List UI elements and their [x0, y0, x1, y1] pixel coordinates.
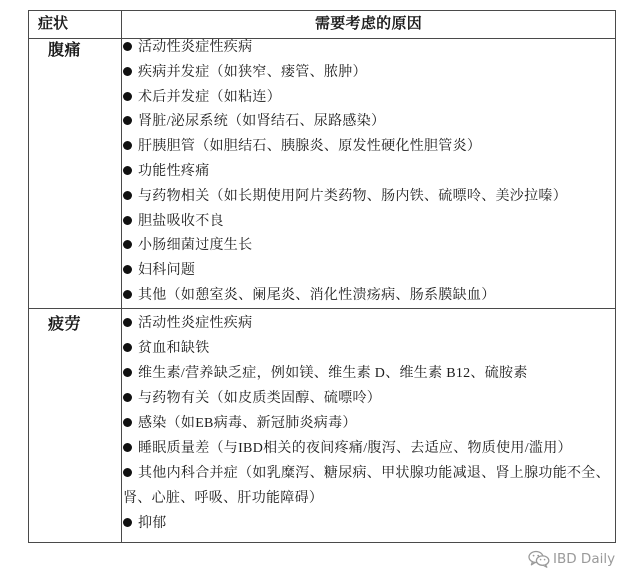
watermark-text: IBD Daily [553, 551, 616, 567]
cause-item [123, 461, 615, 511]
symptom-cell [29, 39, 122, 308]
bullet-icon [123, 443, 132, 452]
table-row-abdominal-pain [29, 39, 615, 309]
table-row-fatigue [29, 309, 615, 542]
causes-cell [122, 39, 615, 308]
cause-text: 睡眠质量差（与IBD相关的夜间疼痛/腹泻、去适应、物质使用/滥用） [138, 440, 572, 456]
cause-text: 与药物相关（如长期使用阿片类药物、肠内铁、硫嘌呤、美沙拉嗪） [138, 188, 567, 204]
cause-text: 小肠细菌过度生长 [138, 238, 253, 254]
cause-item [123, 259, 615, 284]
cause-item [123, 135, 615, 160]
cause-text: 贫血和缺铁 [138, 340, 210, 356]
cause-text: 其他内科合并症（如乳糜泻、糖尿病、甲状腺功能减退、肾上腺功能不全、肾、心脏、呼吸、肝功能障碍） [123, 465, 610, 506]
cause-item [123, 336, 615, 361]
cause-text: 活动性炎症性疾病 [138, 40, 253, 55]
bullet-icon [123, 468, 132, 477]
symptom-label: 腹痛 [48, 42, 82, 59]
bullet-icon [123, 368, 132, 377]
bullet-icon [123, 116, 132, 125]
bullet-icon [123, 216, 132, 225]
causes-list [122, 311, 615, 536]
cause-item [123, 185, 615, 210]
cause-item [123, 86, 615, 111]
cause-item [123, 210, 615, 235]
table-header-row [29, 11, 615, 39]
cause-text: 维生素/营养缺乏症，例如镁、维生素 D、维生素 B12、硫胺素 [138, 365, 528, 381]
symptom-cell [29, 309, 122, 542]
cause-item [123, 386, 615, 411]
bullet-icon [123, 141, 132, 150]
cause-text: 活动性炎症性疾病 [138, 315, 253, 331]
bullet-icon [123, 166, 132, 175]
cause-item [123, 61, 615, 86]
cause-item [123, 311, 615, 336]
bullet-icon [123, 318, 132, 327]
cause-item [123, 436, 615, 461]
cause-text: 感染（如EB病毒、新冠肺炎病毒） [138, 415, 357, 431]
cause-text: 其他（如憩室炎、阑尾炎、消化性溃疡病、肠系膜缺血） [138, 287, 496, 303]
bullet-icon [123, 42, 132, 51]
cause-text: 疾病并发症（如狭窄、瘘管、脓肿） [138, 64, 367, 80]
causes-list [122, 36, 615, 309]
cause-item [123, 110, 615, 135]
bullet-icon [123, 343, 132, 352]
bullet-icon [123, 67, 132, 76]
bullet-icon [123, 518, 132, 527]
symptom-label: 疲劳 [48, 316, 82, 333]
cause-text: 肾脏/泌尿系统（如肾结石、尿路感染） [138, 114, 386, 130]
cause-item [123, 36, 615, 61]
cause-text: 胆盐吸收不良 [138, 213, 224, 229]
header-causes: 需要考虑的原因 [314, 16, 423, 32]
causes-cell [122, 309, 615, 542]
symptom-causes-table [28, 10, 616, 543]
cause-text: 功能性疼痛 [138, 163, 210, 179]
cause-item [123, 284, 615, 309]
bullet-icon [123, 265, 132, 274]
bullet-icon [123, 92, 132, 101]
cause-text: 与药物有关（如皮质类固醇、硫嘌呤） [138, 390, 382, 406]
bullet-icon [123, 240, 132, 249]
cause-item [123, 411, 615, 436]
cause-item [123, 511, 615, 536]
bullet-icon [123, 290, 132, 299]
header-symptom: 症状 [29, 11, 122, 38]
cause-text: 肝胰胆管（如胆结石、胰腺炎、原发性硬化性胆管炎） [138, 139, 482, 155]
cause-item [123, 234, 615, 259]
watermark [528, 550, 615, 568]
cause-text: 妇科问题 [138, 263, 196, 279]
bullet-icon [123, 393, 132, 402]
cause-item [123, 160, 615, 185]
wechat-icon [528, 550, 550, 568]
bullet-icon [123, 191, 132, 200]
cause-text: 抑郁 [138, 515, 167, 531]
cause-item [123, 361, 615, 386]
cause-text: 术后并发症（如粘连） [138, 89, 281, 105]
bullet-icon [123, 418, 132, 427]
